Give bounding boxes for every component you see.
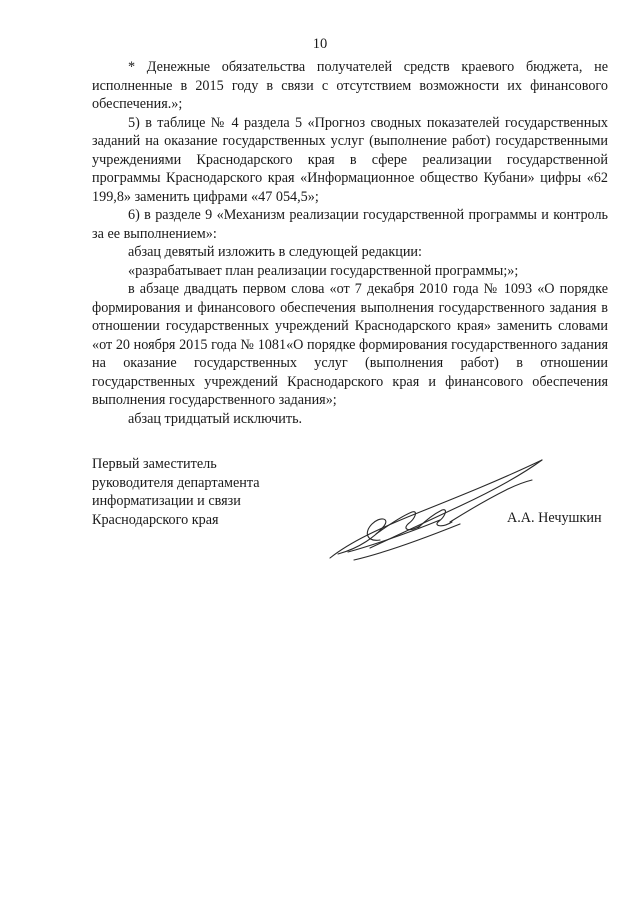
paragraph-thirtieth-abzac: абзац тридцатый исключить. <box>128 410 303 427</box>
paragraph-footnote: * Денежные обязательства получателей средств краевого бюджета, не исполненные в 2015 году в связи с отсутствием возможности их финансового обеспечения.»; <box>92 59 608 112</box>
signatory-title <box>92 455 260 529</box>
paragraph-item-6: 6) в разделе 9 «Механизм реализации государственной программы и контроль за ее выполнением»: <box>92 207 608 242</box>
signatory-title-line: руководителя департамента <box>92 474 260 491</box>
paragraph-item-5: 5) в таблице № 4 раздела 5 «Прогноз сводных показателей государственных заданий на оказание государственных услуг (выполнение работ) государственными учреждениями Краснодарского края в сфере реализации государственной программы Краснодарского края «Информационное общество Кубани» цифры «62 199,8» заменить цифрами «47 054,5»; <box>92 114 608 205</box>
document-body <box>92 58 608 428</box>
paragraph-ninth-abzac: абзац девятый изложить в следующей редакции: <box>128 244 422 260</box>
paragraph-quote: «разрабатывает план реализации государственной программы;»; <box>128 262 519 279</box>
page-number: 10 <box>312 36 328 52</box>
signatory-title-line: Краснодарского края <box>92 511 219 528</box>
paragraph-twenty-first-abzac: в абзаце двадцать первом слова «от 7 декабря 2010 года № 1093 «О порядке формирования и финансового обеспечения выполнения государственного задания в отношении государственных учреждений Краснодарского края» заменить словами «от 20 ноября 2015 года № 1081«О порядке формирования государственного задания на оказание государственных услуг (выполнения работ) в отношении государственных учреждений Краснодарского края и финансового обеспечения выполнения государственного задания»; <box>92 281 608 408</box>
signatory-title-line: Первый заместитель <box>92 456 217 472</box>
signer-name: А.А. Нечушкин <box>507 510 602 526</box>
signatory-title-line: информатизации и связи <box>92 493 241 509</box>
